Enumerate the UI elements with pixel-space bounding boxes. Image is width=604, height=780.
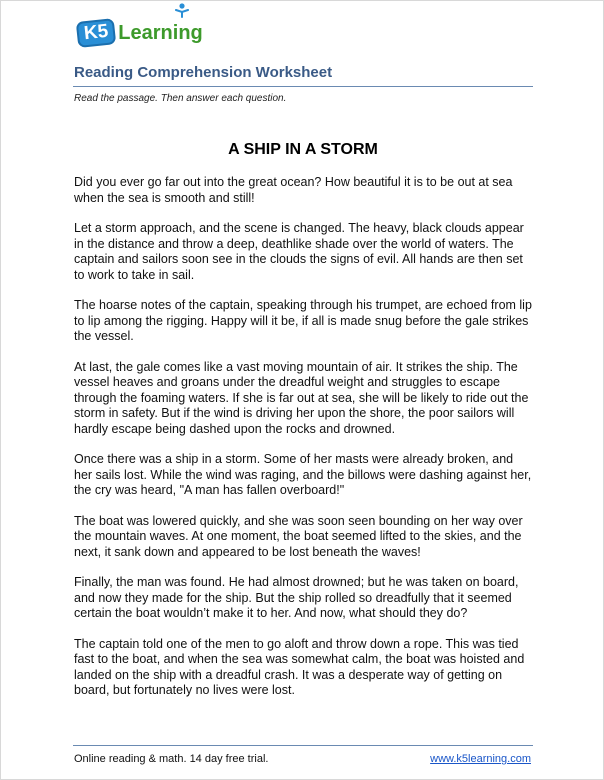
logo-figure-icon xyxy=(175,3,189,19)
passage-paragraph: Finally, the man was found. He had almost drowned; but he was taken on board, and now they made for the ship. But the ship rolled so dreadfully that it seemed certain the boat wouldn’t make it to her. And now, what should they do? xyxy=(74,575,519,620)
passage-paragraph: The boat was lowered quickly, and she was soon seen bounding on her way over the mountain waves. At one moment, the boat seemed lifted to the skies, and the next, it sank down and appeared to be lost beneath the waves! xyxy=(74,513,523,559)
footer-promo-text: Online reading & math. 14 day free trial. xyxy=(74,753,269,765)
logo-learning-text: Learning xyxy=(118,21,203,44)
worksheet-header-title: Reading Comprehension Worksheet xyxy=(74,64,333,81)
story-title: A SHIP IN A STORM xyxy=(228,141,378,158)
k5-learning-logo xyxy=(77,13,203,53)
passage-paragraph: At last, the gale comes like a vast moving mountain of air. It strikes the ship. The vessel heaves and groans under the dreadful weight and struggles to escape through the foaming waters. If she is far out at sea, she will be likely to ride out the storm in safety. But if the wind is driving her upon the shore, the poor sailors will hardly escape being dashed upon the rocks and drowned. xyxy=(74,359,529,436)
passage-paragraph: Let a storm approach, and the scene is changed. The heavy, black clouds appear in the distance and throw a deep, deathlike shade over the world of waters. The captain and sailors soon see in the clouds the signs of evil. All hands are then set to work to take in sail. xyxy=(74,221,524,282)
footer-divider xyxy=(73,745,533,746)
passage-paragraph: Did you ever go far out into the great ocean? How beautiful it is to be out at sea when the sea is smooth and still! xyxy=(74,175,513,205)
passage-paragraph: Once there was a ship in a storm. Some of her masts were already broken, and her sails lost. While the wind was raging, and the billows were dashing against her, the cry was heard, "A man has fallen overboard!" xyxy=(74,452,532,497)
instructions-text: Read the passage. Then answer each question. xyxy=(74,93,287,104)
passage xyxy=(74,175,534,714)
logo-k5-badge: K5 xyxy=(76,18,117,48)
passage-paragraph: The hoarse notes of the captain, speaking through his trumpet, are echoed from lip to lip among the rigging. Happy will it be, if all is made snug before the gale strikes the vessel. xyxy=(74,298,532,343)
passage-paragraph: The captain told one of the men to go aloft and throw down a rope. This was tied fast to the boat, and when the sea was somewhat calm, the boat was hoisted and landed on the ship with a dreadful crash. It was a desperate way of getting on board, but fortunately no lives were lost. xyxy=(74,636,525,697)
footer-website-link[interactable]: www.k5learning.com xyxy=(430,753,531,765)
header-divider xyxy=(73,86,533,87)
